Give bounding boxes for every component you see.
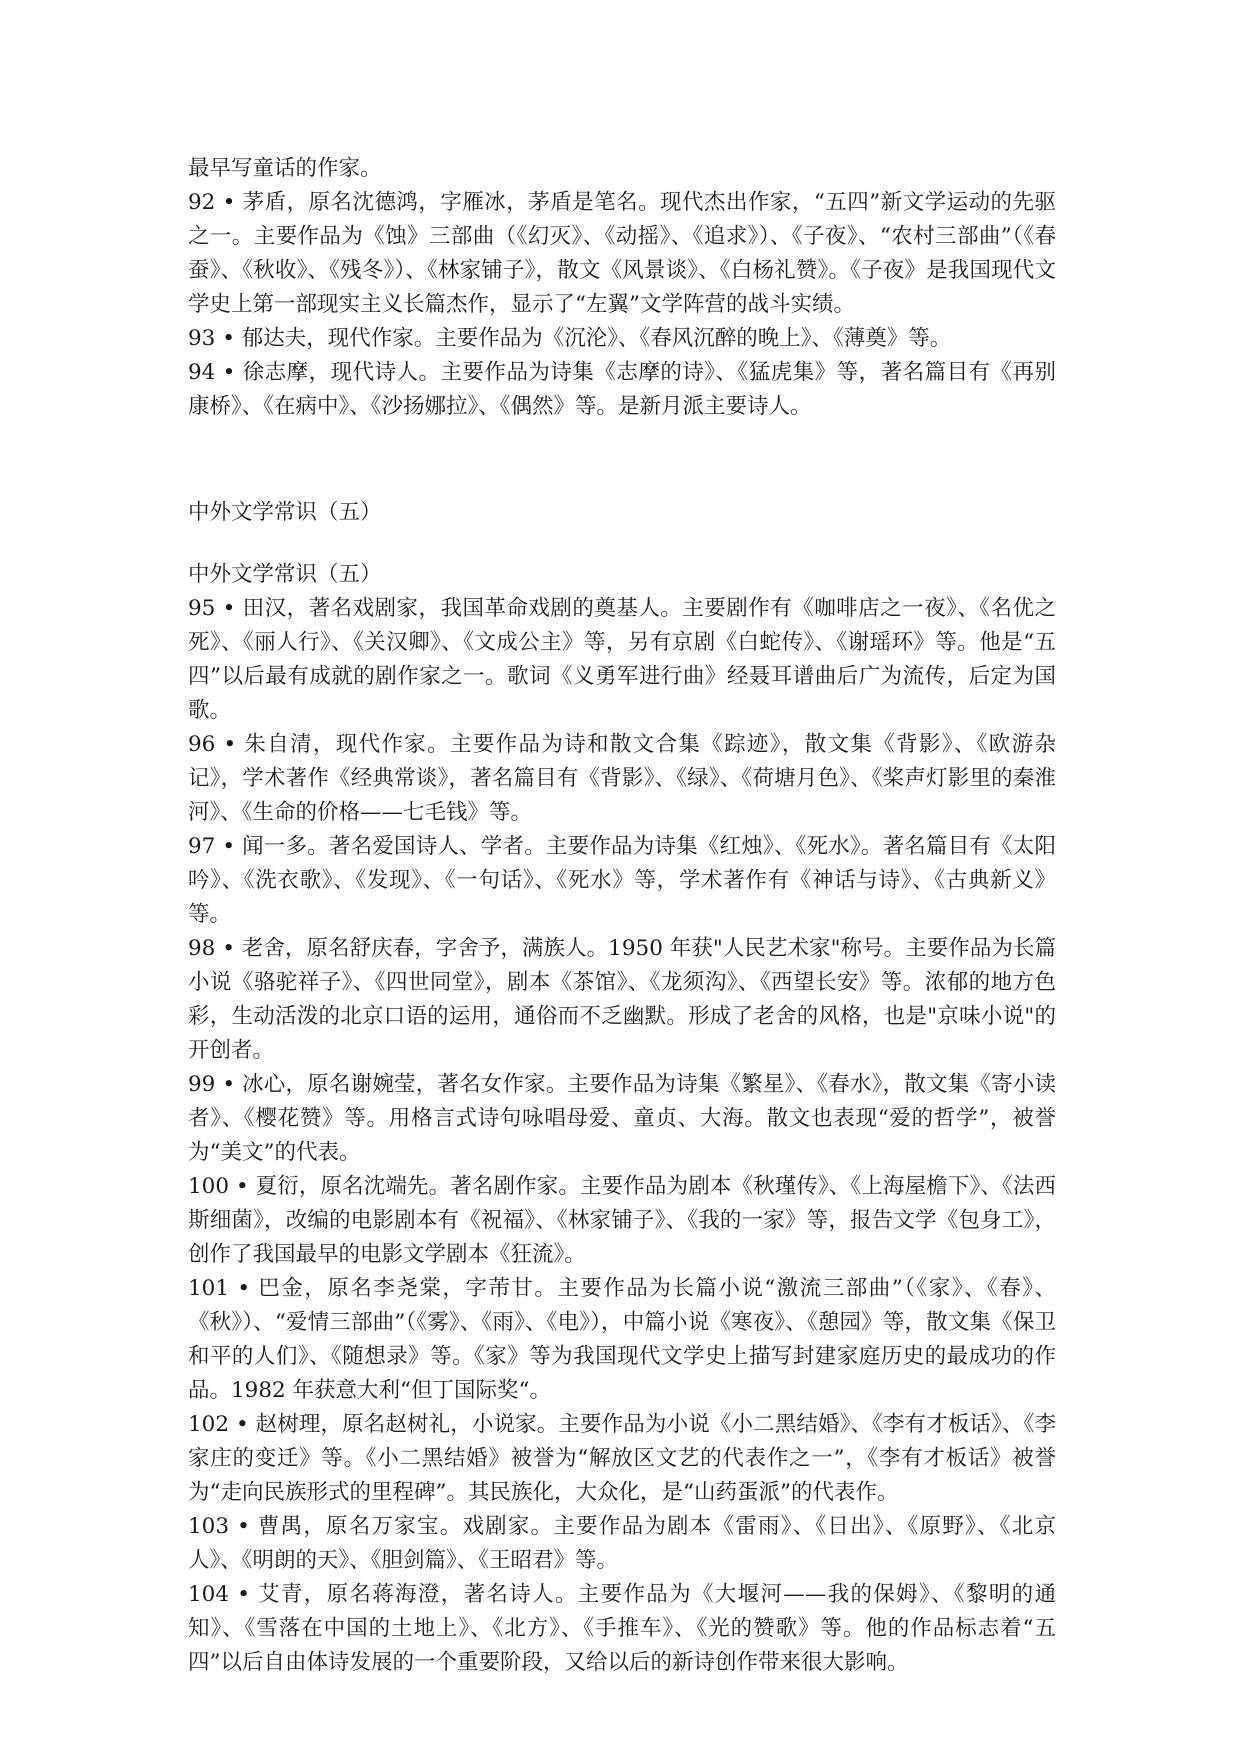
paragraph-item-97: 97 • 闻一多。著名爱国诗人、学者。主要作品为诗集《红烛》、《死水》。著名篇目有《太阳吟》、《洗衣歌》、《发现》、《一句话》、《死水》等，学术著作有《神话与诗》、《古典新义》等。 — [188, 834, 1056, 927]
paragraph-item-98: 98 • 老舍，原名舒庆春，字舍予，满族人。1950 年获"人民艺术家"称号。主要作品为长篇小说《骆驼祥子》、《四世同堂》，剧本《茶馆》、《龙须沟》、《西望长安》等。浓郁的地方色彩，生动活泼的北京口语的运用，通俗而不乏幽默。形成了老舍的风格，也是"京味小说"的开创者。 — [188, 936, 1056, 1063]
paragraph-item-99: 99 • 冰心，原名谢婉莹，著名女作家。主要作品为诗集《繁星》、《春水》，散文集《寄小读者》、《樱花赞》等。用格言式诗句咏唱母爱、童贞、大海。散文也表现“爱的哲学”，被誉为“美文”的代表。 — [188, 1072, 1056, 1165]
section-heading-repeat: 中外文学常识（五） — [188, 562, 382, 587]
paragraph-item-92: 92 • 茅盾，原名沈德鸿，字雁冰，茅盾是笔名。现代杰出作家，“五四”新文学运动的先驱之一。主要作品为《蚀》三部曲（《幻灭》、《动摇》、《追求》）、《子夜》、“农村三部曲”（《春蚕》、《秋收》、《残冬》）、《林家铺子》，散文《风景谈》、《白杨礼赞》。《子夜》是我国现代文学史上第一部现实主义长篇杰作，显示了“左翼”文学阵营的战斗实绩。 — [188, 190, 1056, 317]
document-page — [188, 152, 1056, 1680]
spacer — [188, 424, 1056, 496]
spacer — [188, 530, 1056, 558]
paragraph-intro-tail: 最早写童话的作家。 — [188, 156, 382, 181]
paragraph-item-96: 96 • 朱自清，现代作家。主要作品为诗和散文合集《踪迹》，散文集《背影》、《欧游杂记》，学术著作《经典常谈》，著名篇目有《背影》、《绿》、《荷塘月色》、《桨声灯影里的秦淮河》、《生命的价格——七毛钱》等。 — [188, 732, 1056, 825]
section-heading: 中外文学常识（五） — [188, 500, 382, 525]
paragraph-item-95: 95 • 田汉，著名戏剧家，我国革命戏剧的奠基人。主要剧作有《咖啡店之一夜》、《名优之死》、《丽人行》、《关汉卿》、《文成公主》等，另有京剧《白蛇传》、《谢瑶环》等。他是“五四”以后最有成就的剧作家之一。歌词《义勇军进行曲》经聂耳谱曲后广为流传，后定为国歌。 — [188, 596, 1056, 723]
paragraph-item-100: 100 • 夏衍，原名沈端先。著名剧作家。主要作品为剧本《秋瑾传》、《上海屋檐下》、《法西斯细菌》，改编的电影剧本有《祝福》、《林家铺子》、《我的一家》等，报告文学《包身工》，创作了我国最早的电影文学剧本《狂流》。 — [188, 1174, 1056, 1267]
paragraph-item-104: 104 • 艾青，原名蒋海澄，著名诗人。主要作品为《大堰河——我的保姆》、《黎明的通知》、《雪落在中国的土地上》、《北方》、《手推车》、《光的赞歌》等。他的作品标志着“五四”以后自由体诗发展的一个重要阶段，又给以后的新诗创作带来很大影响。 — [188, 1582, 1056, 1675]
paragraph-item-103: 103 • 曹禺，原名万家宝。戏剧家。主要作品为剧本《雷雨》、《日出》、《原野》、《北京人》、《明朗的天》、《胆剑篇》、《王昭君》等。 — [188, 1514, 1056, 1573]
paragraph-item-93: 93 • 郁达夫，现代作家。主要作品为《沉沦》、《春风沉醉的晚上》、《薄奠》等。 — [188, 326, 952, 351]
paragraph-item-94: 94 • 徐志摩，现代诗人。主要作品为诗集《志摩的诗》、《猛虎集》等，著名篇目有《再别康桥》、《在病中》、《沙扬娜拉》、《偶然》等。是新月派主要诗人。 — [188, 360, 1056, 419]
paragraph-item-101: 101 • 巴金，原名李尧棠，字芾甘。主要作品为长篇小说“激流三部曲”（《家》、《春》、《秋》）、“爱情三部曲”（《雾》、《雨》、《电》），中篇小说《寒夜》、《憩园》等，散文集《保卫和平的人们》、《随想录》等。《家》等为我国现代文学史上描写封建家庭历史的最成功的作品。1982 年获意大利“但丁国际奖“。 — [188, 1276, 1056, 1403]
paragraph-item-102: 102 • 赵树理，原名赵树礼，小说家。主要作品为小说《小二黑结婚》、《李有才板话》、《李家庄的变迁》等。《小二黑结婚》被誉为“解放区文艺的代表作之一”，《李有才板话》被誉为“走向民族形式的里程碑”。其民族化，大众化，是“山药蛋派”的代表作。 — [188, 1412, 1056, 1505]
